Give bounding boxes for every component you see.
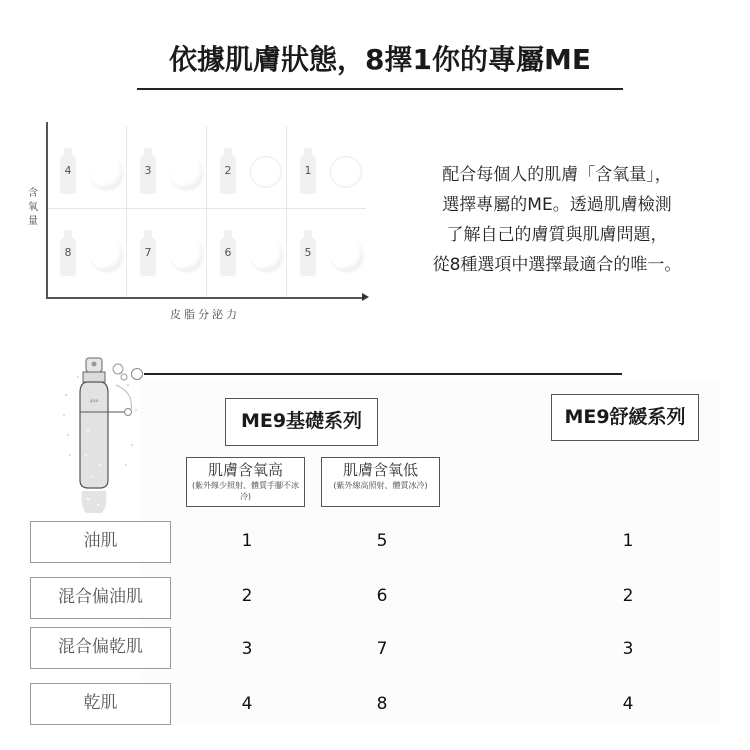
value-basic-high: 3	[241, 639, 253, 659]
subheader-low-oxygen: 肌膚含氧低 (紫外線高照射、體質冰冷)	[321, 457, 440, 507]
value-basic-high: 4	[241, 694, 253, 714]
matrix-cell-7	[128, 222, 208, 282]
cell-number: 7	[144, 246, 152, 259]
cream-texture-icon	[330, 238, 362, 270]
connector-line	[144, 373, 622, 375]
cell-number: 3	[144, 164, 152, 177]
value-basic-low: 6	[376, 586, 388, 606]
page-title: 依據肌膚狀態，8擇1你的專屬ME	[169, 43, 591, 76]
cell-number: 1	[304, 164, 312, 177]
value-basic-low: 5	[376, 531, 388, 551]
series-soothing-header: ME9舒緩系列	[551, 394, 699, 441]
x-axis-label: 皮脂分泌力	[170, 308, 240, 321]
x-axis-arrow-icon	[362, 293, 369, 301]
cream-texture-icon	[170, 238, 202, 270]
subheader-high-oxygen: 肌膚含氧高 (紫外線少照射、體質手腳不冰冷)	[186, 457, 305, 507]
value-soothing: 2	[622, 586, 634, 606]
value-soothing: 1	[622, 531, 634, 551]
cream-texture-icon	[170, 156, 202, 188]
matrix-cell-5	[288, 222, 368, 282]
y-axis	[46, 122, 48, 298]
value-soothing: 4	[622, 694, 634, 714]
description-text: 配合每個人的肌膚「含氧量」， 選擇專屬的ME。透過肌膚檢測 了解自己的膚質與肌膚問題， 從8種選項中選擇最適合的唯一。	[432, 165, 682, 275]
cell-number: 5	[304, 246, 312, 259]
cell-number: 8	[64, 246, 72, 259]
value-soothing: 3	[622, 639, 634, 659]
matrix-cell-2	[208, 140, 288, 200]
value-basic-high: 1	[241, 531, 253, 551]
cream-texture-icon	[90, 156, 122, 188]
value-basic-low: 7	[376, 639, 388, 659]
skin-type-label: 油肌	[30, 521, 171, 563]
matrix-cell-4	[48, 140, 128, 200]
cell-number: 4	[64, 164, 72, 177]
matrix-cell-1	[288, 140, 368, 200]
cell-number: 6	[224, 246, 232, 259]
value-basic-high: 2	[241, 586, 253, 606]
matrix-cell-6	[208, 222, 288, 282]
skin-type-label: 乾肌	[30, 683, 171, 725]
value-basic-low: 8	[376, 694, 388, 714]
gel-texture-icon	[330, 156, 362, 188]
skin-matrix-chart	[46, 122, 368, 298]
connector-node-icon	[131, 368, 143, 380]
title-underline	[137, 88, 623, 90]
matrix-cell-8	[48, 222, 128, 282]
series-basic-header: ME9基礎系列	[225, 398, 378, 446]
grid-line-horizontal	[48, 208, 366, 209]
x-axis	[46, 297, 364, 299]
y-axis-label: 含 氧 量	[28, 188, 38, 227]
cream-texture-icon	[250, 238, 282, 270]
skin-type-label: 混合偏油肌	[30, 577, 171, 619]
matrix-cell-3	[128, 140, 208, 200]
cell-number: 2	[224, 164, 232, 177]
gel-texture-icon	[250, 156, 282, 188]
cream-texture-icon	[90, 238, 122, 270]
skin-type-label: 混合偏乾肌	[30, 627, 171, 669]
svg-text:ipsa: ipsa	[90, 398, 99, 403]
